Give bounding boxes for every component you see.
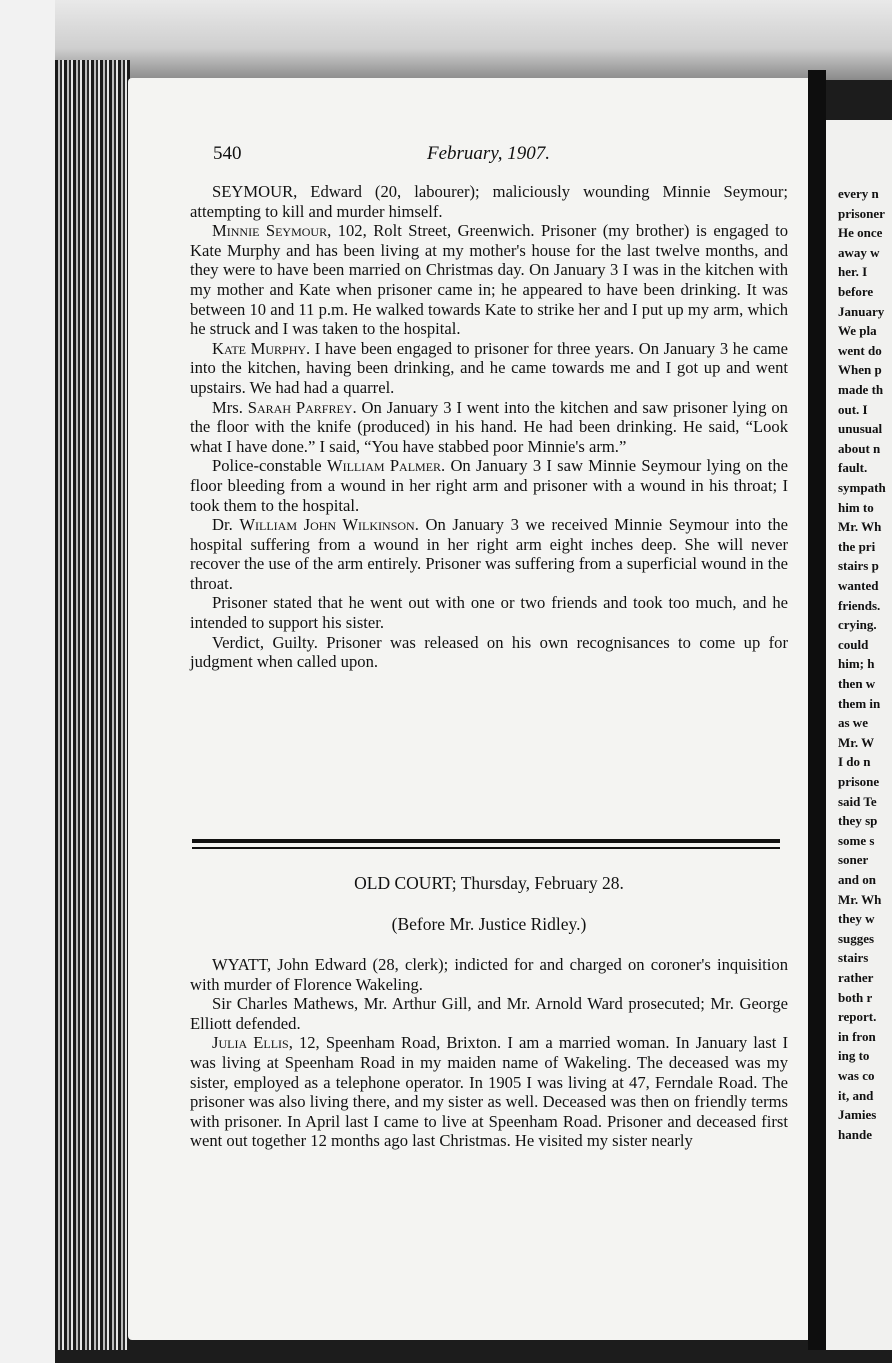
right-page-line: could	[838, 636, 869, 652]
witness-name: William John Wilkinson	[239, 515, 415, 535]
testimony-william-wilkinson: Dr. William John Wilkinson. On January 3 we received Minnie Seymour into the hospital suffering from a wound in her right arm eight inches deep. She will never recover the use of the arm entirely. Prisoner was suffering from a superficial wound in the throat.	[190, 515, 788, 593]
right-page-line: stairs	[838, 950, 869, 966]
right-page-line: him; h	[838, 656, 875, 672]
section-rule-thick	[192, 839, 780, 843]
right-page-line: hande	[838, 1126, 872, 1142]
testimony-sarah-parfrey: Mrs. Sarah Parfrey. On January 3 I went into the kitchen and saw prisoner lying on the floor with the knife (produced) in his hand. He had been drinking. He said, “Look what I have done.” I said, “You have stabbed poor Minnie's arm.”	[190, 397, 788, 456]
testimony-text: . On January 3 we received Minnie Seymour into the hospital suffering from a wound in her right arm eight inches deep. She will never recover the use of the arm entirely. Prisoner was suffering from a superficial wound in the throat.	[190, 515, 788, 593]
right-page-line: they w	[838, 911, 875, 927]
prisoner-statement: Prisoner stated that he went out with one or two friends and took too much, and he intended to support his sister.	[190, 593, 788, 633]
right-page-line: January	[838, 303, 885, 319]
right-page-line: then w	[838, 676, 876, 691]
right-page-line: prisone	[838, 774, 880, 789]
right-page-line: Jamies	[838, 1107, 877, 1123]
witness-name: Julia Ellis	[212, 1033, 289, 1053]
right-page-line: When p	[838, 362, 882, 378]
testimony-text: . On January 3 I went into the kitchen and saw prisoner lying on the floor with the knife (produced) in his hand. He had been drinking. He said, “Look what I have done.” I said, “You have stabbed poor Minnie's arm.”	[190, 397, 788, 456]
testimony-kate-murphy	[190, 339, 788, 398]
case-title-paragraph: WYATT, John Edward (28, clerk); indicted for and charged on coroner's inquisition with murder of Florence Wakeling.	[190, 955, 788, 994]
right-page-line: We pla	[838, 323, 877, 339]
right-page-line: fault.	[838, 460, 868, 476]
counsel-paragraph: Sir Charles Mathews, Mr. Arthur Gill, and Mr. Arnold Ward prosecuted; Mr. George Elliott defended.	[190, 994, 788, 1033]
right-page-line: the pri	[838, 538, 876, 554]
right-page-line: was co	[838, 1068, 875, 1083]
book-page-edges	[55, 60, 130, 1350]
right-page-line: Mr. W	[838, 734, 875, 750]
right-page-line: ing to	[838, 1048, 870, 1064]
right-page-line: rather	[838, 970, 874, 985]
right-page-line: I do n	[838, 754, 871, 770]
right-page-line: report.	[838, 1009, 877, 1025]
testimony-text: , 12, Speenham Road, Brixton. I am a married woman. In January last I was living at Speenham Road in my maiden name of Wakeling. The deceased was my sister, employed as a telephone operator. In 1905 I was living at 47, Ferndale Road. The prisoner was also living there, and my sister as well. Deceased was then on friendly terms with prisoner. In April last I came to live at Speenham Road. Prisoner and deceased first went out together 12 months ago last Christmas. He visited my sister nearly	[190, 1033, 788, 1151]
testimony-william-palmer: Police-constable William Palmer. On January 3 I saw Minnie Seymour lying on the floor bleeding from a wound in her right arm and prisoner with a wound in his throat; I took them to the hospital.	[190, 456, 788, 515]
right-page-line: before	[838, 284, 874, 299]
right-page-line: soner	[838, 852, 869, 868]
right-page-line: some s	[838, 832, 875, 848]
page-header	[213, 143, 773, 167]
running-head: February, 1907.	[427, 143, 550, 164]
judge-line: (Before Mr. Justice Ridley.)	[391, 914, 587, 934]
right-page-line: out. I	[838, 401, 868, 417]
right-page-line: Mr. Wh	[838, 891, 882, 907]
witness-name: Minnie Seymour	[212, 221, 328, 241]
witness-name: William Palmer	[326, 456, 442, 476]
right-page-line: they sp	[838, 813, 878, 829]
right-page-line: away w	[838, 244, 880, 260]
verdict: Verdict, Guilty. Prisoner was released on his own recognisances to come up for judgment when called upon.	[190, 632, 788, 672]
case-title-paragraph: SEYMOUR, Edward (20, labourer); maliciously wounding Minnie Seymour; attempting to kill and murder himself.	[190, 182, 788, 221]
right-page-line: crying.	[838, 617, 877, 633]
right-page-fragment	[826, 120, 892, 1350]
right-page-line: and on	[838, 872, 876, 887]
witness-name: Kate Murphy	[212, 338, 307, 358]
right-page-line: Mr. Wh	[838, 519, 882, 535]
section-rule-thin	[192, 847, 780, 849]
right-page-line: them in	[838, 695, 881, 711]
right-page-line: every n	[838, 186, 879, 201]
testimony-text: , 102, Rolt Street, Greenwich. Prisoner (my brother) is engaged to Kate Murphy and has been living at my mother's house for the last twelve months, and they were to have been married on Christmas day. On January 3 I was in the kitchen with my mother and Kate when prisoner came in; he appeared to have been drinking. It was between 10 and 11 p.m. He walked towards Kate to strike her and I put up my arm, which he struck and I was taken to the hospital.	[190, 221, 788, 339]
page-number: 540	[213, 143, 242, 164]
case-seymour	[190, 182, 788, 672]
right-page-line: her. I	[838, 264, 868, 280]
witness-name: Sarah Parfrey	[247, 397, 353, 417]
right-page-line: made th	[838, 382, 884, 397]
right-page-line: unusual	[838, 421, 883, 437]
scan-background-top	[0, 0, 892, 80]
scan-background-left	[0, 0, 55, 1363]
testimony-julia-ellis	[190, 1033, 788, 1151]
right-page-line: in fron	[838, 1028, 876, 1044]
right-page-line: wanted	[838, 578, 879, 593]
case-wyatt	[190, 955, 788, 1151]
right-page-line: prisoner	[838, 205, 885, 221]
right-page-line: it, and	[838, 1087, 874, 1103]
right-page-line: said Te	[838, 793, 877, 809]
right-page-line: as we	[838, 715, 868, 731]
right-page-line: He once	[838, 225, 883, 241]
right-page-line: went do	[838, 342, 882, 358]
right-page-line: both r	[838, 989, 873, 1005]
testimony-minnie-seymour	[190, 221, 788, 339]
right-page-line: sugges	[838, 930, 875, 946]
right-page-line: him to	[838, 499, 874, 515]
right-page-line: sympath	[838, 480, 886, 495]
court-heading: OLD COURT; Thursday, February 28.	[354, 873, 624, 893]
book-spine	[808, 70, 826, 1350]
testimony-text: . I have been engaged to prisoner for three years. On January 3 he came into the kitchen, having been drinking, and he came towards me and I got up and went upstairs. We had had a quarrel.	[190, 338, 789, 397]
right-page-line: about n	[838, 440, 881, 456]
right-page-line: friends.	[838, 597, 881, 613]
right-page-line: stairs p	[838, 558, 879, 574]
testimony-text: . On January 3 I saw Minnie Seymour lying on the floor bleeding from a wound in her right arm and prisoner with a wound in his throat; I took them to the hospital.	[190, 456, 788, 515]
